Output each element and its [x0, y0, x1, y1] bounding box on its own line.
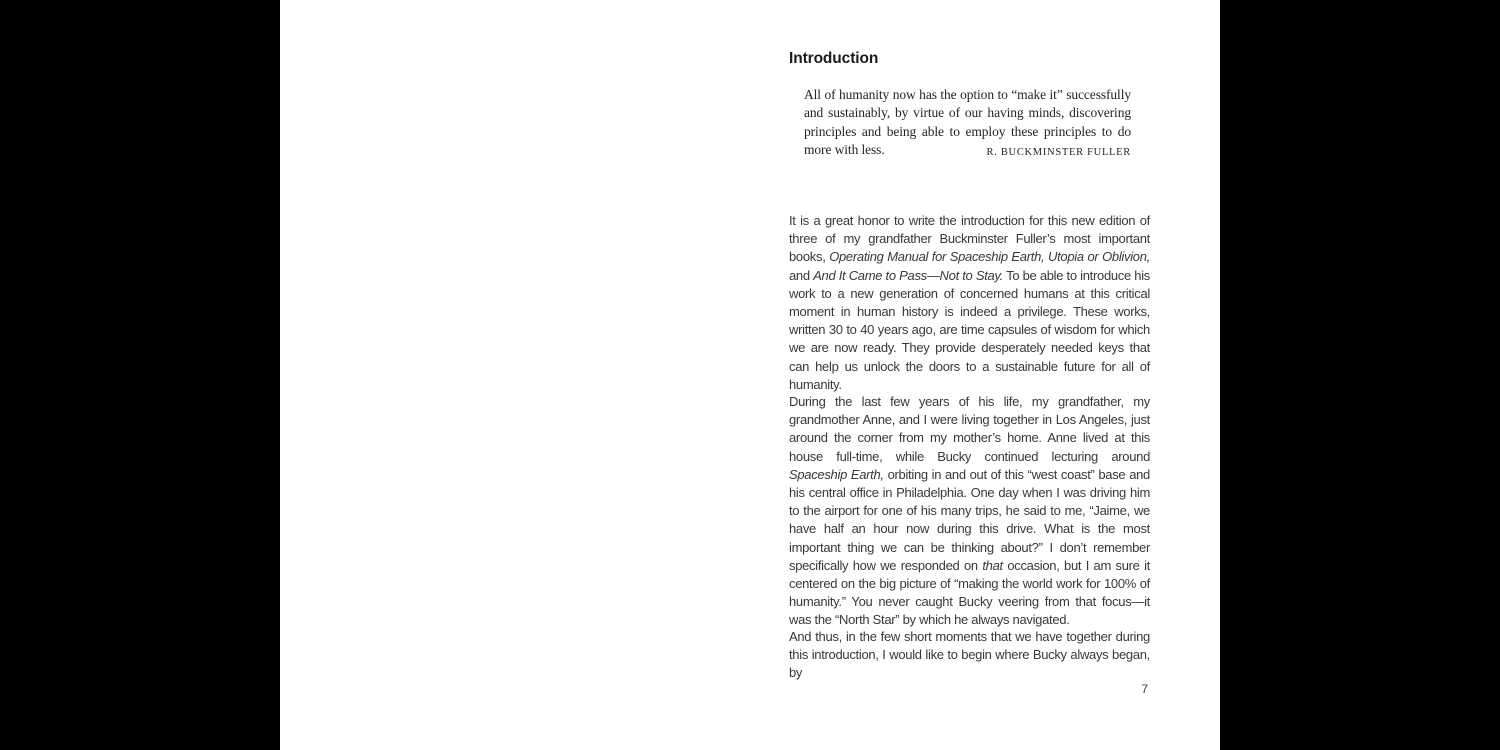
page-number: 7: [1141, 682, 1148, 696]
epigraph-text: All of humanity now has the option to “make it” successfully and sustainably, by virtue of our having minds, discovering principles and being able to employ these principles to do more with less.: [804, 87, 1131, 158]
epigraph: [804, 86, 1131, 163]
body-paragraph-3: And thus, in the few short moments that we have together during this introduction, I would like to begin where Bucky always began, by: [789, 629, 1150, 681]
book-page: [280, 0, 1220, 750]
page-heading: Introduction: [789, 50, 879, 67]
epigraph-attribution: R. BUCKMINSTER FULLER: [986, 147, 1131, 159]
body-paragraph-2: During the last few years of his life, my grandfather, my grandmother Anne, and I were living together in Los Angeles, just around the corner from my mother’s home. Anne lived at this house full-time, while Bucky continued lecturing around Spaceship Earth, orbiting in and out of this “west coast” base and his central office in Philadelphia. One day when I was driving him to the airport for one of his many trips, he said to me, “Jaime, we have half an hour now during this drive. What is the most important thing we can be thinking about?” I don’t remember specifically how we responded on that occasion, but I am sure it centered on the big picture of “making the world work for 100% of humanity.” You never caught Bucky veering from that focus—it was the “North Star” by which he always navigated.: [789, 394, 1150, 628]
left-bezel: [0, 0, 280, 750]
text-column: [789, 0, 1150, 750]
body-paragraph-1: It is a great honor to write the introduction for this new edition of three of my grandfather Buckminster Fuller’s most important books, Operating Manual for Spaceship Earth, Utopia or Oblivion, and And It Came to Pass—Not to Stay. To be able to introduce his work to a new generation of concerned humans at this critical moment in human history is indeed a privilege. These works, written 30 to 40 years ago, are time capsules of wisdom for which we are now ready. They provide desperately needed keys that can help us unlock the doors to a sustainable future for all of humanity.: [789, 213, 1151, 392]
right-bezel: [1220, 0, 1500, 750]
